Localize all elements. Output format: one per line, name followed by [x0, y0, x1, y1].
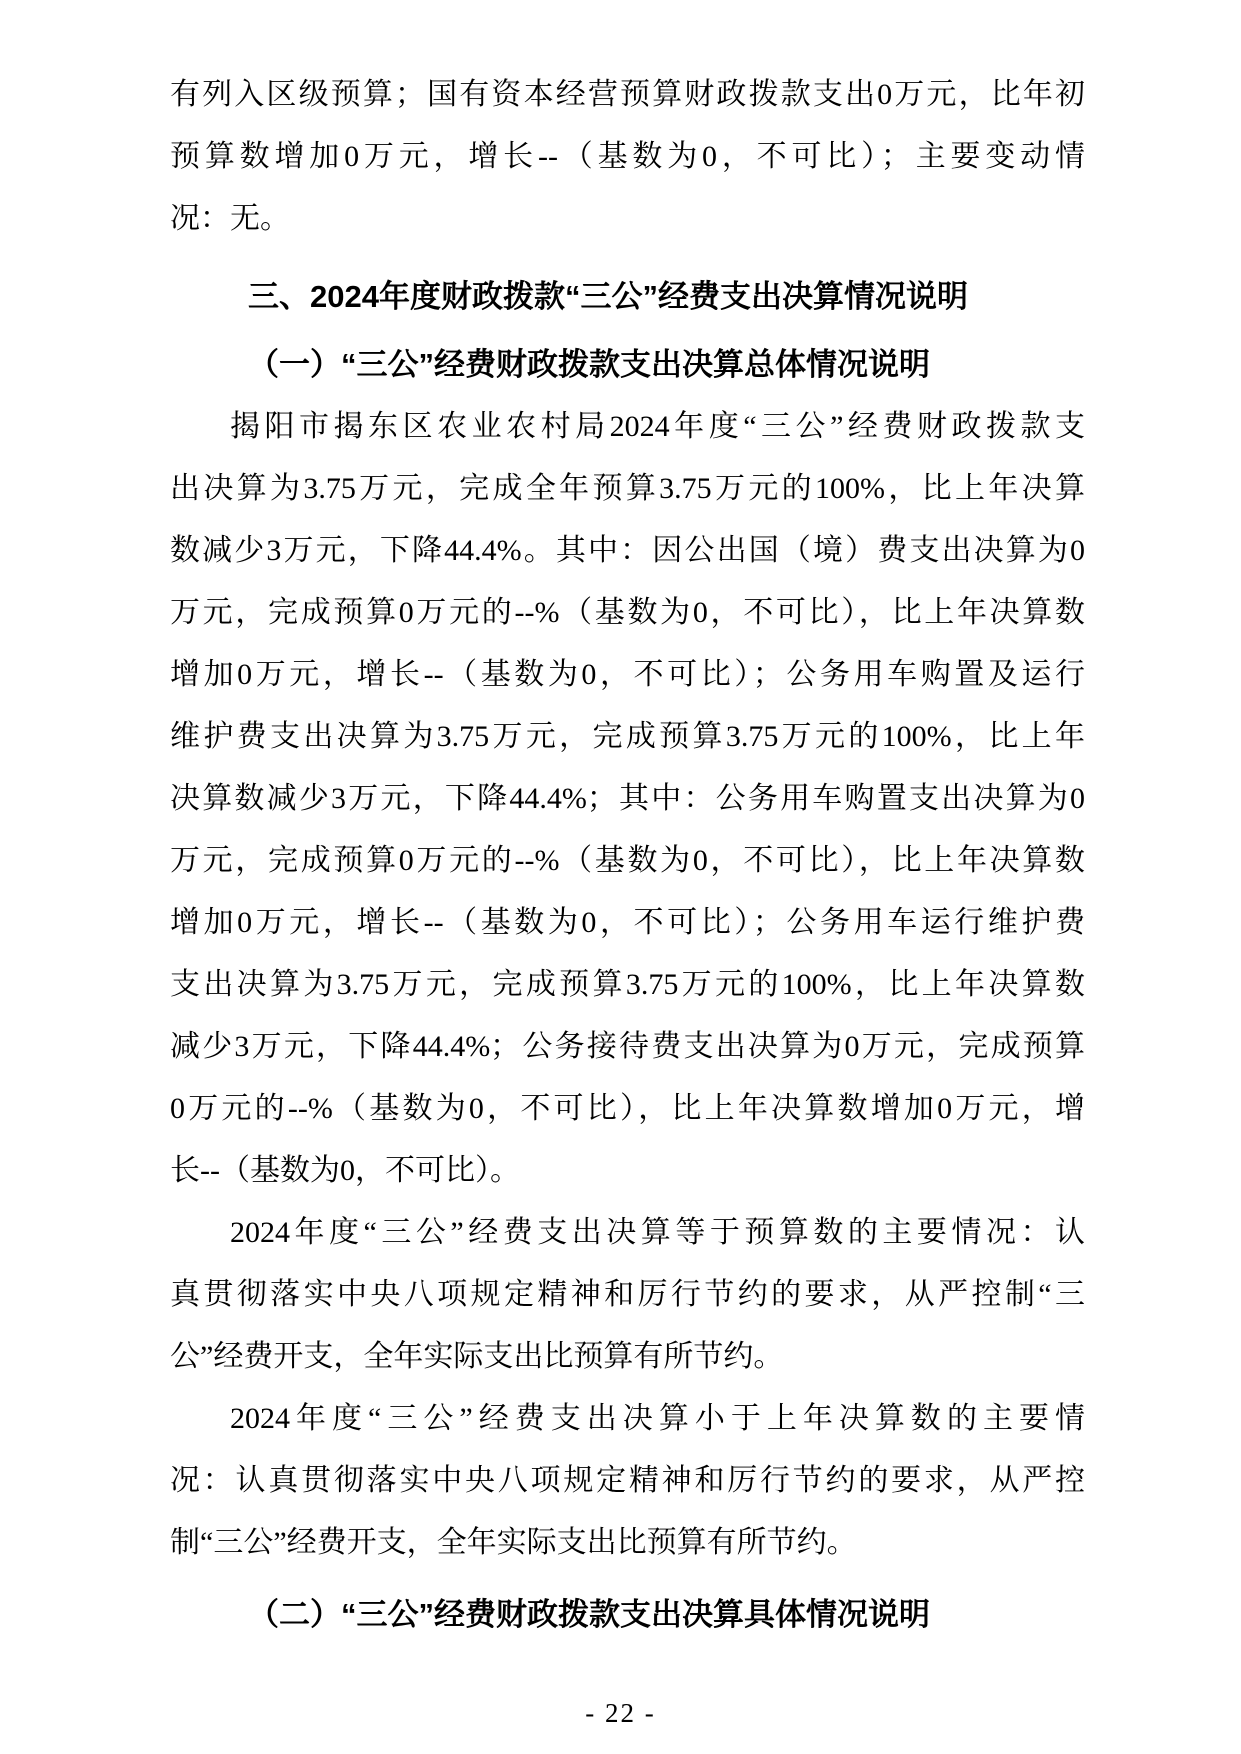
text-line: 维护费支出决算为3.75万元，完成预算3.75万元的100%，比上年: [170, 720, 1085, 753]
section-heading: （一）“三公”经费财政拨款支出决算总体情况说明: [248, 347, 930, 382]
text-line: 万元，完成预算0万元的--%（基数为0，不可比），比上年决算数: [170, 844, 1085, 877]
document-content: [170, 64, 1085, 1646]
text-line: 真贯彻落实中央八项规定精神和厉行节约的要求，从严控制“三: [170, 1278, 1085, 1311]
text-line: 支出决算为3.75万元，完成预算3.75万元的100%，比上年决算数: [170, 968, 1085, 1001]
text-line: 况：无。: [170, 202, 290, 235]
text-line: 有列入区级预算；国有资本经营预算财政拨款支出0万元，比年初: [170, 78, 1085, 111]
text-line: 2024年度“三公”经费支出决算等于预算数的主要情况：认: [230, 1216, 1085, 1249]
text-line: 况：认真贯彻落实中央八项规定精神和厉行节约的要求，从严控: [170, 1464, 1085, 1497]
text-line: 决算数减少3万元，下降44.4%；其中：公务用车购置支出决算为0: [170, 782, 1085, 815]
text-line: 揭阳市揭东区农业农村局2024年度“三公”经费财政拨款支: [230, 410, 1085, 443]
text-line: 公”经费开支，全年实际支出比预算有所节约。: [170, 1340, 784, 1373]
text-line: 数减少3万元，下降44.4%。其中：因公出国（境）费支出决算为0: [170, 534, 1085, 567]
text-line: 2024年度“三公”经费支出决算小于上年决算数的主要情: [230, 1402, 1085, 1435]
text-line: 制“三公”经费开支，全年实际支出比预算有所节约。: [170, 1526, 857, 1559]
text-line: 增加0万元，增长--（基数为0，不可比）；公务用车购置及运行: [170, 658, 1085, 691]
section-heading: 三、2024年度财政拨款“三公”经费支出决算情况说明: [248, 279, 968, 314]
text-line: 出决算为3.75万元，完成全年预算3.75万元的100%，比上年决算: [170, 472, 1085, 505]
page-number: - 22 -: [585, 1698, 656, 1728]
text-line: 万元，完成预算0万元的--%（基数为0，不可比），比上年决算数: [170, 596, 1085, 629]
text-line: 增加0万元，增长--（基数为0，不可比）；公务用车运行维护费: [170, 906, 1085, 939]
text-line: 长--（基数为0，不可比）。: [170, 1154, 520, 1187]
section-heading: （二）“三公”经费财政拨款支出决算具体情况说明: [248, 1597, 930, 1632]
text-line: 减少3万元，下降44.4%；公务接待费支出决算为0万元，完成预算: [170, 1030, 1085, 1063]
text-line: 预算数增加0万元，增长--（基数为0，不可比）；主要变动情: [170, 140, 1085, 173]
text-line: 0万元的--%（基数为0，不可比），比上年决算数增加0万元，增: [170, 1092, 1085, 1125]
